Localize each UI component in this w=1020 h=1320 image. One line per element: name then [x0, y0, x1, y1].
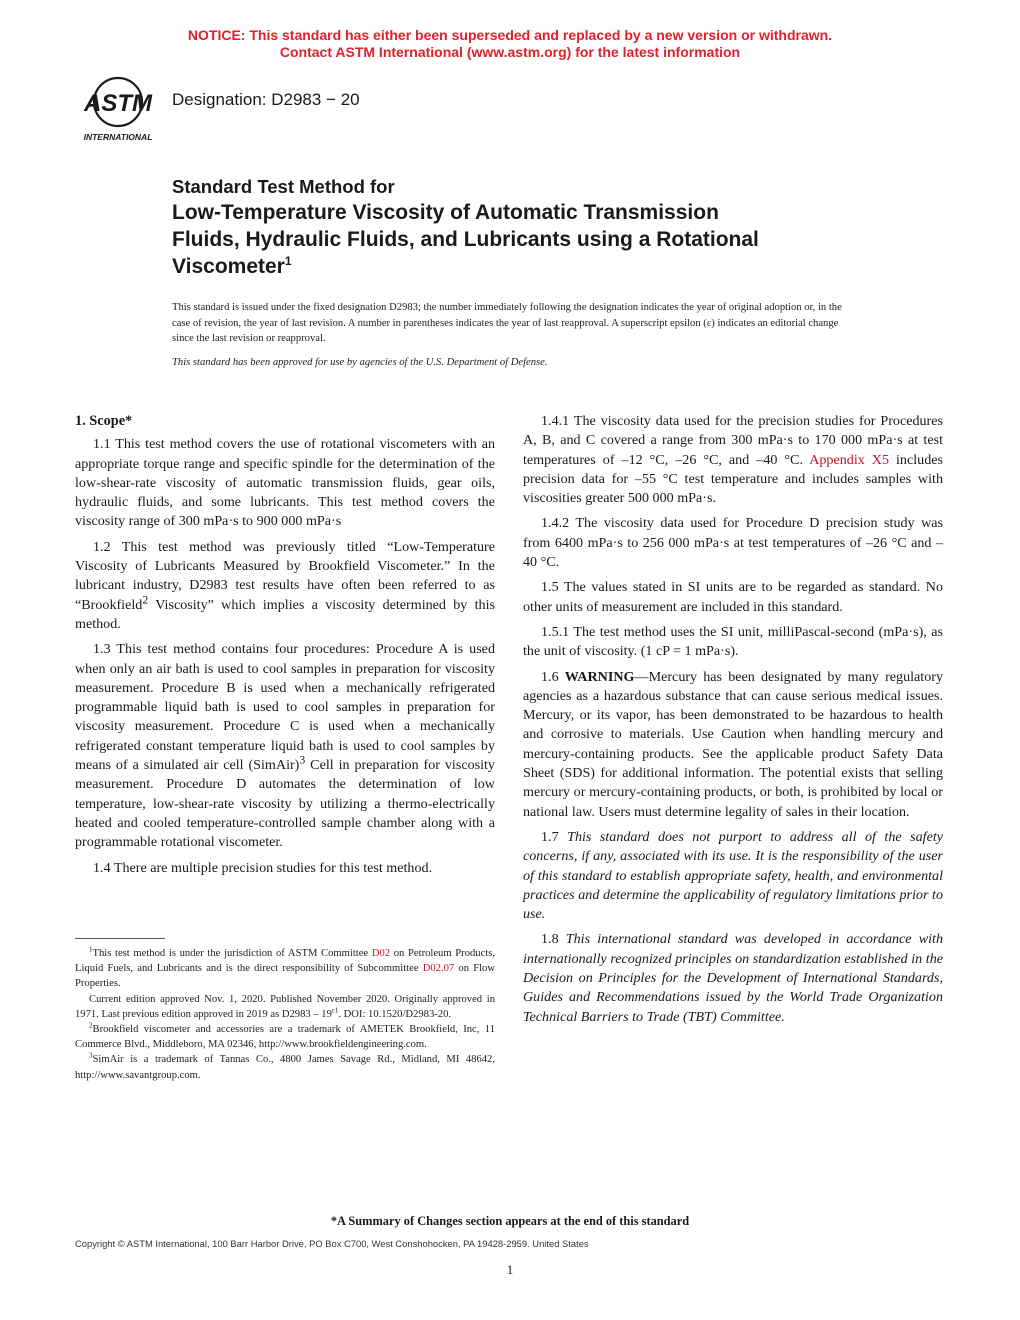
footnote-divider	[75, 938, 165, 939]
footnote-3-text: SimAir is a trademark of Tannas Co., 4800 James Savage Rd., Midland, MI 48642, http://www.savantgroup.com.	[75, 1054, 495, 1081]
footnote-2-text: Brookfield viscometer and accessories are a trademark of AMETEK Brookfield, Inc, 11 Commerce Blvd., Middleboro, MA 02346, http://www.brookfieldengineering.com.	[75, 1024, 495, 1051]
summary-of-changes-note: *A Summary of Changes section appears at the end of this standard	[330, 1214, 690, 1228]
section-1-2-text-a: 1.2 This test method was previously titled “Low-Temperature Viscosity of Lubricants Measured by Brookfield Viscometer.” In the lubricant industry, D2983 test results have often been referred to as “Brookfield	[75, 538, 495, 613]
title-line-3: Fluids, Hydraulic Fluids, and Lubricants using a Rotational	[172, 228, 759, 251]
epsilon-mark: ε1	[331, 1006, 339, 1015]
footnote-1-text-a: This test method is under the jurisdiction of ASTM Committee	[92, 948, 372, 959]
supersession-notice	[0, 27, 1020, 61]
astm-logo-caption: INTERNATIONAL	[83, 132, 153, 142]
section-1-4: 1.4 There are multiple precision studies for this test method.	[93, 859, 433, 876]
section-1-6-number: 1.6	[541, 668, 565, 685]
section-1-3	[75, 640, 495, 852]
preamble	[172, 300, 850, 370]
section-1-6	[523, 668, 943, 822]
notice-line-1: NOTICE: This standard has either been superseded and replaced by a new version or withdrawn.	[187, 27, 833, 43]
section-1-7-text: This standard does not purport to address all of the safety concerns, if any, associated with its use. It is the responsibility of the user of this standard to establish appropriate safety, health, and environmental practices and determine the applicability of regulatory limitations prior to use.	[523, 828, 943, 923]
title-line-4	[172, 253, 872, 280]
section-1-7	[523, 828, 943, 924]
footnote-1-text-c: on Flow Properties.	[75, 963, 495, 990]
footnote-1	[75, 946, 495, 992]
title-line-4-text: Viscometer	[172, 255, 285, 278]
section-1-3-text-b: Cell in preparation for viscosity measurement. Procedure D automates the determination of low temperature, low-shear-rate viscosity by utilizing a thermo-electrically heated and cooled temperature-controlled sample chamber along with a programmable rotational viscometer.	[75, 757, 495, 851]
footnote-2	[75, 1022, 495, 1052]
section-1-8-number: 1.8	[541, 931, 566, 948]
footnotes	[75, 946, 495, 1083]
section-1-8	[523, 930, 943, 1026]
footnote-1-mark: 1	[89, 945, 93, 954]
footnote-3-ref[interactable]: 3	[299, 753, 306, 767]
footnote-3-mark: 3	[89, 1051, 93, 1060]
warning-label: WARNING	[564, 668, 635, 685]
footnote-2-mark: 2	[89, 1021, 93, 1030]
committee-d02-link[interactable]: D02	[371, 948, 391, 959]
left-column	[75, 412, 495, 884]
title-footnote-mark[interactable]: 1	[284, 254, 292, 268]
right-column	[523, 412, 943, 1033]
notice-line-2: Contact ASTM International (www.astm.org) for the latest information	[279, 44, 741, 60]
section-1-2	[75, 538, 495, 634]
section-1-4-2: 1.4.2 The viscosity data used for Procedure D precision study was from 6400 mPa·s to 256 000 mPa·s at test temperatures of –26 °C and –40 °C.	[523, 515, 943, 571]
page-number: 1	[506, 1262, 514, 1277]
section-1-8-text: This international standard was developed in accordance with internationally recognized principles on standardization established in the Decision on Principles for the Development of International Standards, Guides and Recommendations issued by the World Trade Organization Technical Barriers to Trade (TBT) Committee.	[523, 931, 943, 1025]
footnote-2-ref[interactable]: 2	[142, 592, 149, 606]
section-1-5-1: 1.5.1 The test method uses the SI unit, milliPascal-second (mPa·s), as the unit of viscosity. (1 cP = 1 mPa·s).	[523, 623, 943, 660]
title-line-2: Low-Temperature Viscosity of Automatic Transmission	[172, 201, 719, 224]
copyright-line: Copyright © ASTM International, 100 Barr Harbor Drive, PO Box C700, West Conshohocken, PA 19428-2959. United States	[75, 1238, 589, 1249]
astm-logo-word: ASTM	[84, 90, 152, 117]
title-line-1: Standard Test Method for	[172, 176, 395, 197]
section-1-7-number: 1.7	[541, 828, 568, 845]
section-1-4-1-text-b: includes precision data for –55 °C test temperature and includes samples with viscosities greater 500 000 mPa·s.	[523, 451, 943, 507]
document-title	[172, 175, 872, 280]
subcommittee-d02-07-link[interactable]: D02.07	[422, 963, 455, 975]
section-1-1: 1.1 This test method covers the use of rotational viscometers with an appropriate torque range and specific spindle for the determination of the low-shear-rate viscosity of automatic transmission fluids, gear oils, hydraulic fluids, and some lubricants. This test method covers the viscosity range of 300 mPa·s to 900 000 mPa·s	[75, 436, 495, 530]
preamble-dod-text: This standard has been approved for use by agencies of the U.S. Department of Defense.	[172, 356, 548, 368]
section-1-3-text-a: 1.3 This test method contains four procedures: Procedure A is used when only an air bath is used to cool samples in preparation for viscosity measurement. Procedure B is used when a mechanically refrigerated programmable liquid bath is used to cool samples in preparation for viscosity measurement. Procedure C is used when a mechanically refrigerated constant temperature liquid bath is used to cool samples by means of a simulated air cell (SimAir)	[75, 641, 495, 774]
section-1-4-1	[523, 412, 943, 508]
footnote-3	[75, 1052, 495, 1082]
section-1-2-text-b: Viscosity” which implies a viscosity determined by this method.	[75, 596, 495, 632]
footnote-1-edition	[75, 992, 495, 1022]
section-1-4-1-text-a: 1.4.1 The viscosity data used for the precision studies for Procedures A, B, and C covered a range from 300 mPa·s to 170 000 mPa·s at test temperatures of –12 °C, –26 °C, and –40 °C.	[523, 413, 943, 468]
footnote-1-text-b: on Petroleum Products, Liquid Fuels, and Lubricants and is the direct responsibility of Subcommittee	[75, 948, 495, 975]
edition-text-a: Current edition approved Nov. 1, 2020. Published November 2020. Originally approved in 1971. Last previous edition approved in 2019 as D2983 – 19	[75, 993, 495, 1020]
astm-logo	[74, 72, 162, 144]
designation: Designation: D2983 − 20	[172, 90, 360, 109]
edition-text-b: . DOI: 10.1520/D2983-20.	[338, 1008, 452, 1020]
section-1-5: 1.5 The values stated in SI units are to be regarded as standard. No other units of measurement are included in this standard.	[523, 579, 943, 615]
section-1-6-text: —Mercury has been designated by many regulatory agencies as a hazardous substance that can cause serious medical issues. Mercury, or its vapor, has been demonstrated to be hazardous to health and corrosive to materials. Use Caution when handling mercury and mercury-containing products. See the applicable product Safety Data Sheet (SDS) for additional information. The potential exists that selling mercury or mercury-containing products, or both, is prohibited by local or national law. Users must determine legality of sales in their location.	[523, 668, 944, 820]
appendix-x5-link[interactable]: Appendix X5	[809, 451, 890, 468]
scope-heading: 1. Scope*	[75, 413, 133, 429]
preamble-issued-text: This standard is issued under the fixed designation D2983; the number immediately following the designation indicates the year of original adoption or, in the case of revision, the year of last revision. A number in parentheses indicates the year of last reapproval. A superscript epsilon (ε) indicates an editorial change since the last revision or reapproval.	[172, 302, 842, 344]
